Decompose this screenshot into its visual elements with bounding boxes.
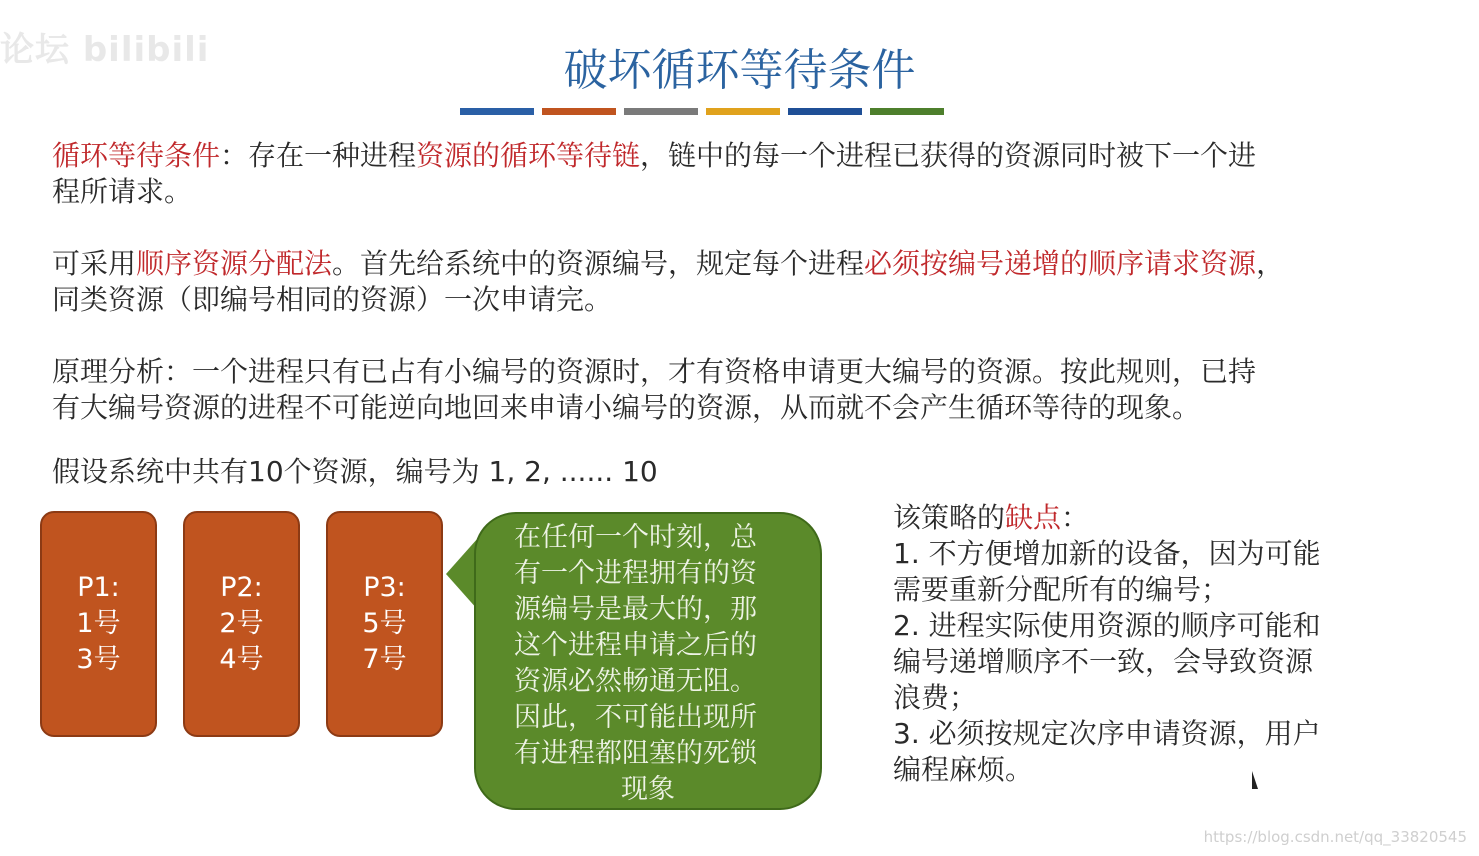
- paragraph-analysis: [52, 354, 1382, 426]
- callout-line: 有进程都阻塞的死锁: [514, 738, 757, 769]
- mouse-cursor-icon: [1252, 771, 1258, 789]
- callout-line: 这个进程申请之后的: [514, 630, 757, 661]
- highlight: 必须按编号递增的顺序请求资源: [864, 247, 1257, 280]
- highlight: 资源的循环等待链: [416, 139, 641, 172]
- drawbacks-title: [893, 500, 1363, 536]
- slide-title: 破坏循环等待条件: [563, 45, 916, 96]
- callout-line: 现象: [621, 774, 675, 805]
- text: 原理分析：一个进程只有已占有小编号的资源时，才有资格申请更大编号的资源。按此规则，已持: [52, 355, 1257, 388]
- url-watermark: https://blog.csdn.net/qq_33820545: [1203, 828, 1467, 846]
- drawbacks-list: [893, 500, 1363, 788]
- text: 有大编号资源的进程不可能逆向地回来申请小编号的资源，从而就不会产生循环等待的现象。: [52, 391, 1201, 424]
- callout-line: 在任何一个时刻，总: [514, 522, 757, 553]
- process-name: P2:: [220, 572, 263, 603]
- color-bar: [706, 108, 780, 115]
- process-resource: 3号: [76, 644, 121, 675]
- text: ，: [1256, 247, 1285, 280]
- color-bar: [460, 108, 534, 115]
- color-bar: [870, 108, 944, 115]
- text: 可采用: [52, 247, 137, 280]
- process-box-p3: [326, 511, 443, 737]
- process-name: P1:: [77, 572, 120, 603]
- color-bar: [788, 108, 862, 115]
- text: 同类资源（即编号相同的资源）一次申请完。: [52, 283, 613, 316]
- paragraph-assumption: [52, 454, 1382, 490]
- text: ：: [1061, 501, 1090, 534]
- highlight: 顺序资源分配法: [136, 247, 333, 280]
- text: ，链中的每一个进程已获得的资源同时被下一个进: [640, 139, 1257, 172]
- watermark-logo: 论坛 bilibili: [0, 30, 210, 70]
- process-resource: 5号: [362, 608, 407, 639]
- process-resource: 1号: [76, 608, 121, 639]
- term-highlight: 循环等待条件: [52, 139, 221, 172]
- process-resource: 2号: [219, 608, 264, 639]
- drawback-line: 浪费；: [893, 681, 978, 714]
- text: 程所请求。: [52, 175, 193, 208]
- color-bar: [542, 108, 616, 115]
- process-box-p2: [183, 511, 300, 737]
- drawback-line: 编程麻烦。: [893, 753, 1034, 786]
- highlight: 缺点: [1005, 501, 1062, 534]
- text: 。首先给系统中的资源编号，规定每个进程: [332, 247, 865, 280]
- callout-line: 源编号是最大的，那: [514, 594, 757, 625]
- text: 假设系统中共有10个资源，编号为 1, 2, ...... 10: [52, 455, 658, 488]
- drawback-line: 1. 不方便增加新的设备，因为可能: [893, 537, 1321, 570]
- drawback-line: 2. 进程实际使用资源的顺序可能和: [893, 609, 1321, 642]
- callout-line: 资源必然畅通无阻。: [514, 666, 757, 697]
- callout-line: 因此，不可能出现所: [514, 702, 757, 733]
- text: 该策略的: [893, 501, 1006, 534]
- text: ：存在一种进程: [220, 139, 417, 172]
- process-resource: 7号: [362, 644, 407, 675]
- paragraph-definition: [52, 138, 1382, 210]
- drawback-line: 编号递增顺序不一致，会导致资源: [893, 645, 1314, 678]
- callout-bubble: [474, 512, 822, 810]
- drawback-line: 3. 必须按规定次序申请资源，用户: [893, 717, 1321, 750]
- paragraph-method: [52, 246, 1382, 318]
- color-bar: [624, 108, 698, 115]
- process-resource: 4号: [219, 644, 264, 675]
- color-bar-strip: [460, 108, 944, 115]
- process-name: P3:: [363, 572, 406, 603]
- process-box-p1: [40, 511, 157, 737]
- drawback-line: 需要重新分配所有的编号；: [893, 573, 1230, 606]
- callout-line: 有一个进程拥有的资: [514, 558, 757, 589]
